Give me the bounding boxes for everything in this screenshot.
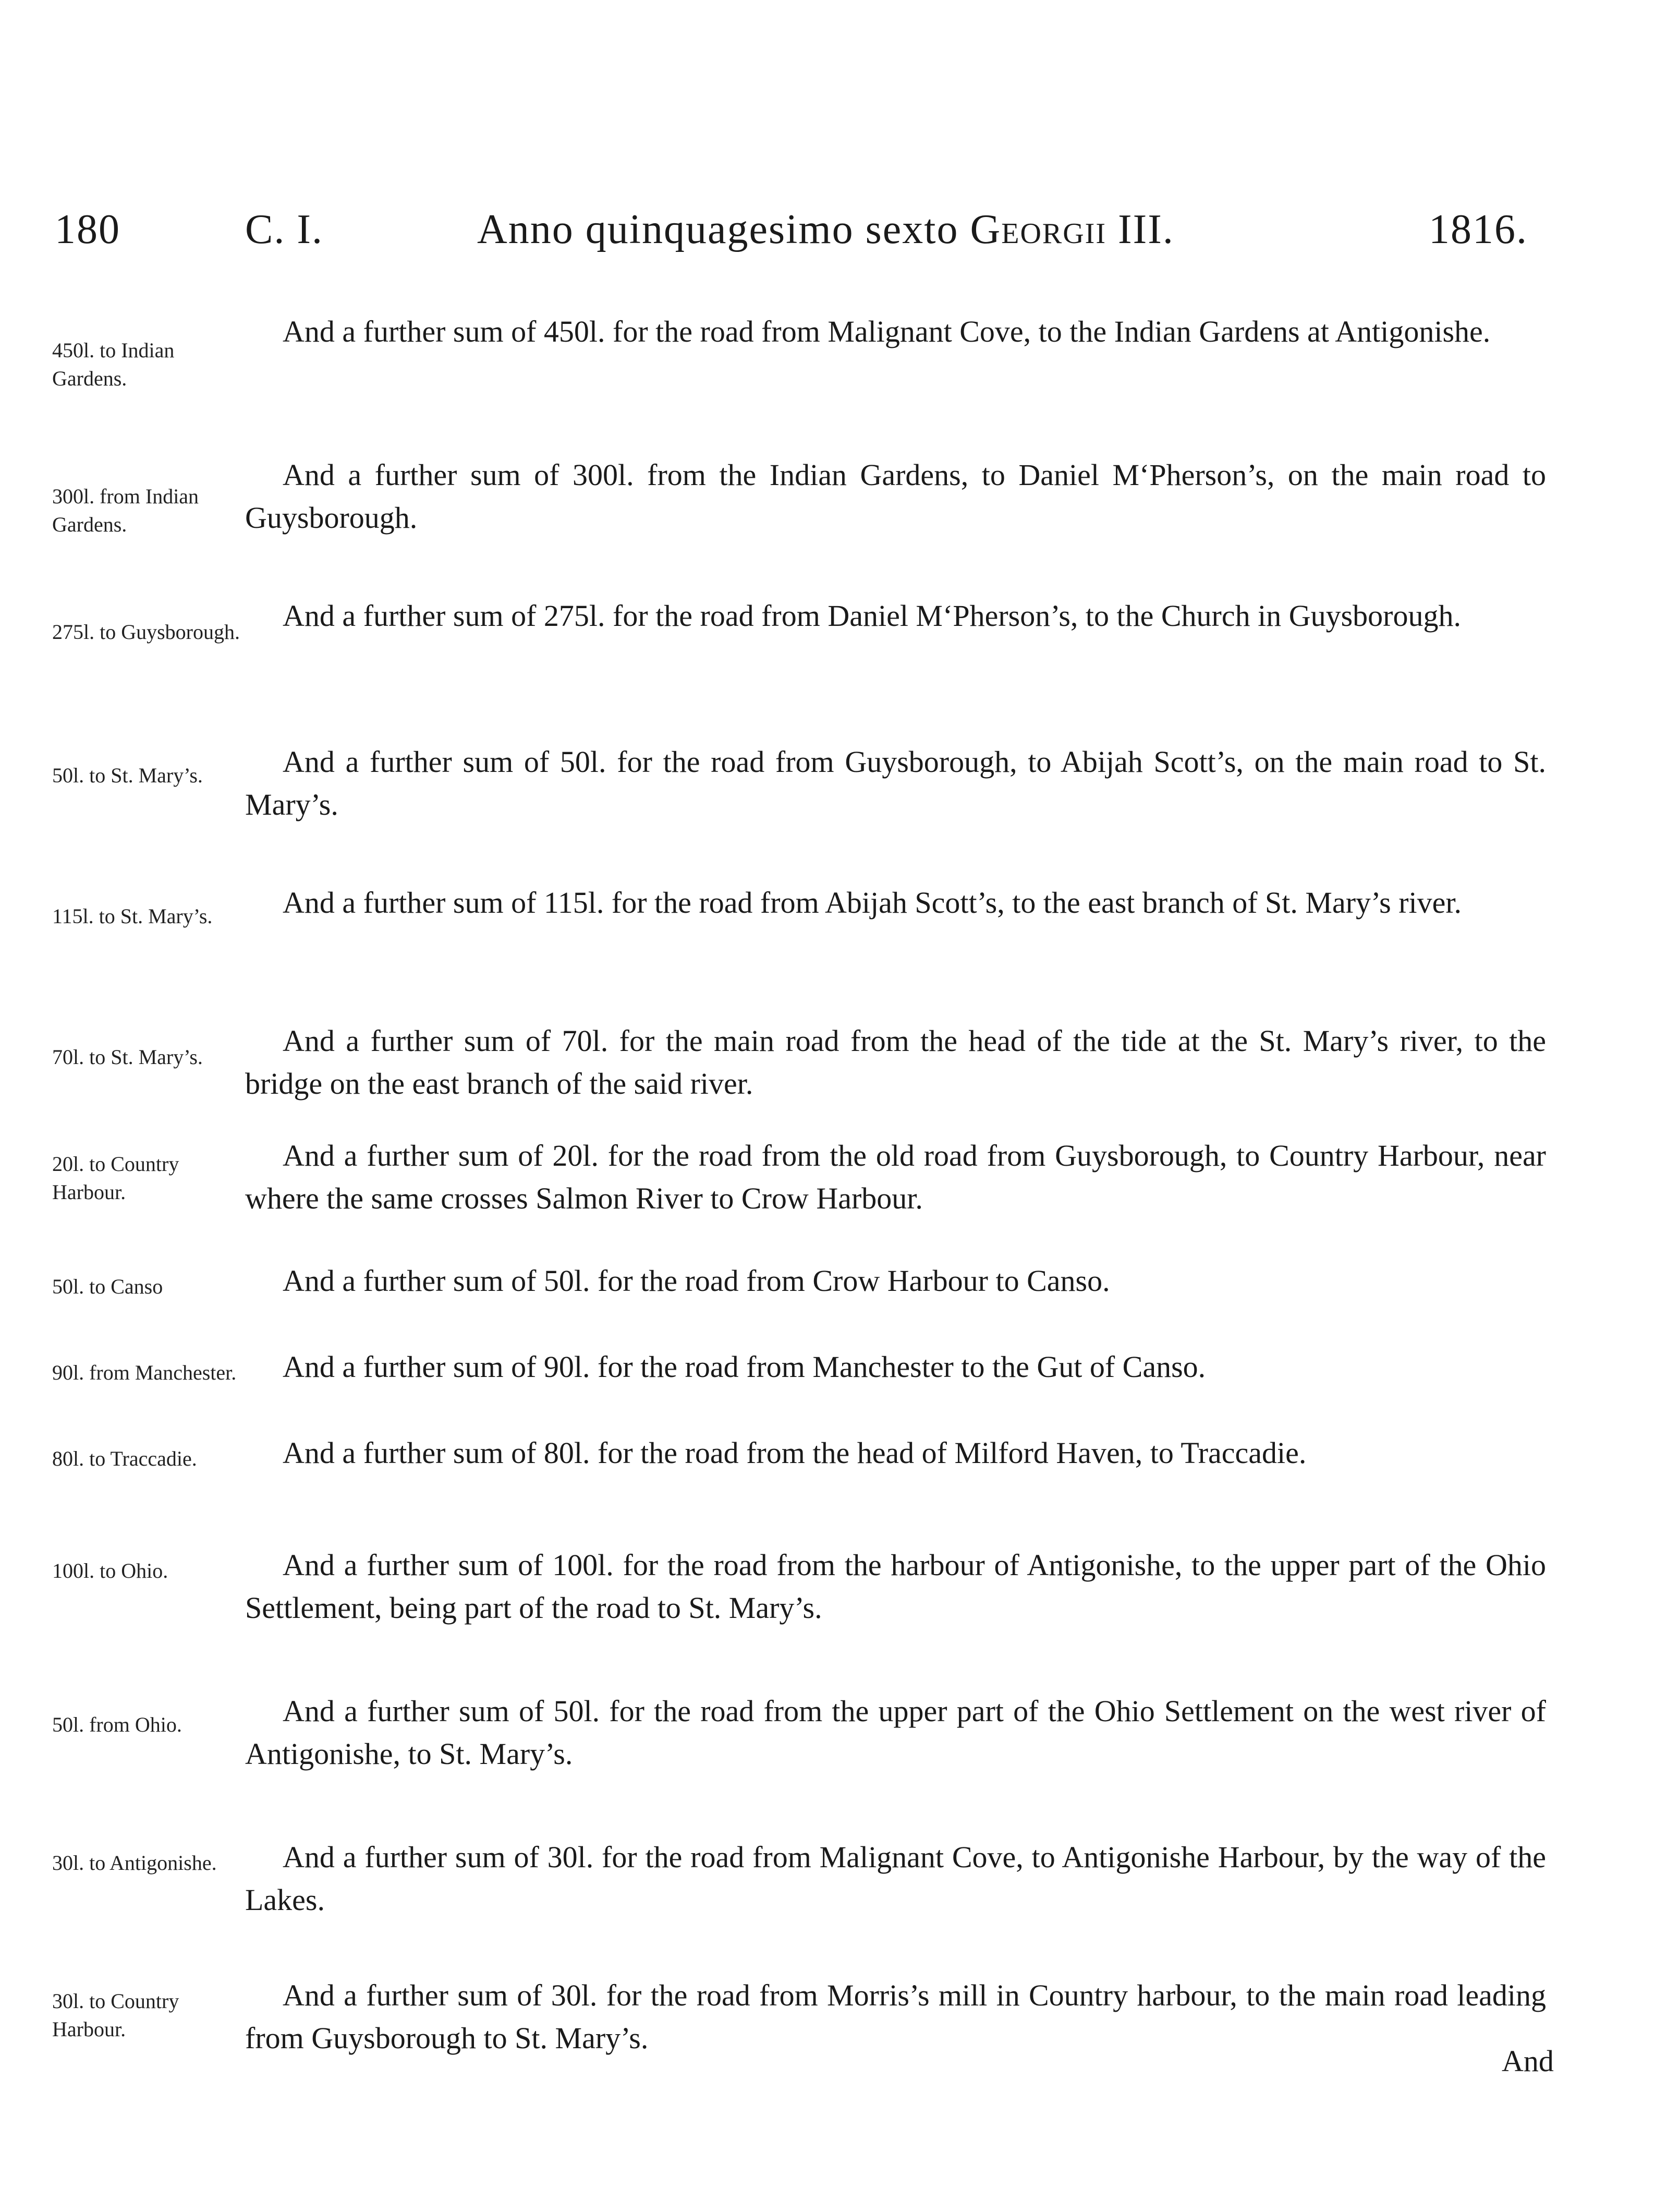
running-title (477, 206, 1174, 253)
entry-text: And a further sum of 100l. for the road from the harbour of Antigonishe, to the upper part of the Ohio Settlement, being part of the road to St. Mary’s. (245, 1548, 1546, 1625)
margin-note: 50l. to Canso (52, 1275, 163, 1298)
entry-text: And a further sum of 300l. from the Indian Gardens, to Daniel M‘Pherson’s, on the main road to Guysborough. (245, 458, 1546, 535)
margin-note: 300l. from Indian Gardens. (52, 485, 199, 536)
entry-text: And a further sum of 115l. for the road from Abijah Scott’s, to the east branch of St. Mary’s river. (283, 886, 1462, 920)
title-regnal: III. (1117, 207, 1174, 252)
title-prefix: Anno quinquagesimo sexto (477, 207, 959, 252)
entry-text: And a further sum of 30l. for the road from Malignant Cove, to Antigonishe Harbour, by the way of the Lakes. (245, 1840, 1546, 1917)
margin-note: 80l. to Traccadie. (52, 1447, 197, 1470)
entry-text: And a further sum of 50l. for the road from Crow Harbour to Canso. (283, 1264, 1110, 1298)
page-number: 180 (55, 207, 120, 252)
entry-text: And a further sum of 20l. for the road from the old road from Guysborough, to Country Harbour, near where the same crosses Salmon River to Crow Harbour. (245, 1139, 1546, 1215)
margin-note: 30l. to Country Harbour. (52, 1989, 179, 2041)
entry-text: And a further sum of 70l. for the main road from the head of the tide at the St. Mary’s river, to the bridge on the east branch of the said river. (245, 1024, 1546, 1101)
margin-note: 30l. to Antigonishe. (52, 1851, 217, 1875)
margin-note: 450l. to Indian Gardens. (52, 339, 175, 390)
margin-note: 50l. to St. Mary’s. (52, 764, 203, 787)
margin-note: 275l. to Guysborough. (52, 620, 240, 644)
entry-text: And a further sum of 80l. for the road from the head of Milford Haven, to Traccadie. (283, 1436, 1307, 1470)
year: 1816. (1429, 207, 1528, 252)
entry-text: And a further sum of 50l. for the road from the upper part of the Ohio Settlement on the west river of Antigonishe, to St. Mary’s. (245, 1694, 1546, 1771)
entry-text: And a further sum of 50l. for the road from Guysborough, to Abijah Scott’s, on the main road to St. Mary’s. (245, 745, 1546, 821)
entry-text: And a further sum of 275l. for the road from Daniel M‘Pherson’s, to the Church in Guysborough. (283, 599, 1461, 633)
margin-note: 115l. to St. Mary’s. (52, 904, 213, 928)
margin-note: 100l. to Ohio. (52, 1559, 168, 1582)
margin-note: 90l. from Manchester. (52, 1361, 237, 1384)
entry-text: And a further sum of 30l. for the road from Morris’s mill in Country harbour, to the main road leading from Guysborough to St. Mary’s. (245, 1978, 1546, 2055)
margin-note: 70l. to St. Mary’s. (52, 1045, 203, 1069)
catchword: And (1502, 2044, 1554, 2078)
chapter-number: C. I. (245, 207, 323, 252)
entry-text: And a further sum of 90l. for the road from Manchester to the Gut of Canso. (283, 1350, 1206, 1384)
margin-note: 50l. from Ohio. (52, 1713, 182, 1736)
title-king: Georgii (970, 207, 1106, 252)
entry-text: And a further sum of 450l. for the road from Malignant Cove, to the Indian Gardens at Antigonishe. (283, 315, 1491, 348)
running-header (0, 206, 1667, 263)
margin-note: 20l. to Country Harbour. (52, 1152, 179, 1204)
